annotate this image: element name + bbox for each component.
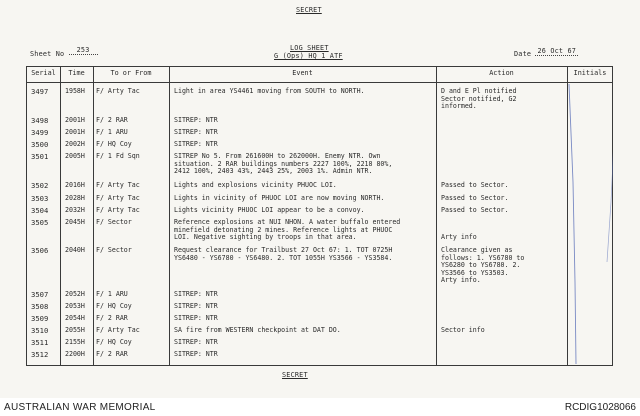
row-event: Light in area YS4461 moving from SOUTH to NORTH. bbox=[174, 87, 365, 95]
row-action: Clearance given as follows: 1. YS6780 to YS6280 to YS6780. 2. YS3566 to YS3503. Arty info. bbox=[441, 246, 525, 285]
row-action: Passed to Sector. bbox=[441, 194, 509, 202]
row-time: 2001H bbox=[65, 116, 85, 124]
row-time: 2002H bbox=[65, 140, 85, 148]
date-value: 26 Oct 67 bbox=[537, 47, 577, 55]
date-field bbox=[514, 47, 578, 58]
row-action: Passed to Sector. bbox=[441, 206, 509, 214]
row-action: D and E Pl notified Sector notified, G2 informed. bbox=[441, 87, 517, 111]
row-from: F/ 2 RAR bbox=[96, 314, 128, 322]
row-event: SITREP: NTR bbox=[174, 302, 218, 310]
row-serial: 3504 bbox=[31, 206, 49, 215]
row-event: SITREP: NTR bbox=[174, 338, 218, 346]
row-time: 2045H bbox=[65, 218, 85, 226]
archive-reference: RCDIG1028066 bbox=[564, 402, 636, 413]
row-time: 2200H bbox=[65, 350, 85, 358]
row-event: SITREP: NTR bbox=[174, 116, 218, 124]
row-event: SITREP: NTR bbox=[174, 314, 218, 322]
sheet-number-label bbox=[30, 46, 98, 58]
row-serial: 3498 bbox=[31, 116, 49, 125]
col-header-action: Action bbox=[489, 69, 514, 77]
classification-bottom: SECRET bbox=[282, 371, 308, 379]
row-serial: 3501 bbox=[31, 152, 49, 161]
col-header-serial: Serial bbox=[31, 69, 56, 77]
pencil-line-icon bbox=[607, 112, 613, 262]
sheet-number: 253 bbox=[69, 46, 98, 55]
row-time: 2052H bbox=[65, 290, 85, 298]
row-event: SITREP: NTR bbox=[174, 350, 218, 358]
log-subtitle: G (Ops) HQ 1 ATF bbox=[274, 52, 343, 60]
log-table bbox=[26, 66, 613, 366]
row-time: 2032H bbox=[65, 206, 85, 214]
row-time: 2054H bbox=[65, 314, 85, 322]
row-from: F/ Arty Tac bbox=[96, 194, 140, 202]
row-action: Passed to Sector. bbox=[441, 181, 509, 189]
col-header-initials: Initials bbox=[573, 69, 607, 77]
row-serial: 3502 bbox=[31, 181, 49, 190]
row-event: SITREP: NTR bbox=[174, 128, 218, 136]
row-from: F/ Arty Tac bbox=[96, 181, 140, 189]
row-from: F/ 2 RAR bbox=[96, 350, 128, 358]
row-serial: 3510 bbox=[31, 326, 49, 335]
row-from: F/ 1 Fd Sqn bbox=[96, 152, 140, 160]
pencil-annotations bbox=[567, 82, 613, 366]
row-from: F/ Arty Tac bbox=[96, 206, 140, 214]
row-serial: 3506 bbox=[31, 246, 49, 255]
row-serial: 3503 bbox=[31, 194, 49, 203]
classification-top: SECRET bbox=[296, 6, 322, 14]
row-serial: 3509 bbox=[31, 314, 49, 323]
row-event: SITREP: NTR bbox=[174, 290, 218, 298]
row-serial: 3511 bbox=[31, 338, 49, 347]
log-title: LOG SHEET bbox=[290, 44, 329, 52]
row-time: 2040H bbox=[65, 246, 85, 254]
sheet-label: Sheet No bbox=[30, 50, 65, 58]
row-event: Request clearance for Trailbust 27 Oct 67: 1. TOT 0725H YS6480 - YS6780 - YS6480. 2. TOT 1055H YS3566 - YS3584. bbox=[174, 246, 393, 262]
row-time: 1958H bbox=[65, 87, 85, 95]
row-action: Arty info bbox=[441, 233, 477, 242]
row-event: Lights and explosions vicinity PHUOC LOI. bbox=[174, 181, 337, 189]
col-header-time: Time bbox=[68, 69, 85, 77]
col-header-event: Event bbox=[292, 69, 313, 77]
row-from: F/ Sector bbox=[96, 246, 132, 254]
date-label: Date bbox=[514, 50, 532, 58]
row-from: F/ 1 ARU bbox=[96, 290, 128, 298]
row-time: 2155H bbox=[65, 338, 85, 346]
row-time: 2028H bbox=[65, 194, 85, 202]
col-header-to-or-from: To or From bbox=[110, 69, 152, 77]
row-time: 2055H bbox=[65, 326, 85, 334]
row-serial: 3507 bbox=[31, 290, 49, 299]
row-serial: 3508 bbox=[31, 302, 49, 311]
row-time: 2016H bbox=[65, 181, 85, 189]
row-from: F/ 2 RAR bbox=[96, 116, 128, 124]
row-from: F/ Arty Tac bbox=[96, 87, 140, 95]
row-event: SA fire from WESTERN checkpoint at DAT DO. bbox=[174, 326, 341, 334]
row-from: F/ HQ Coy bbox=[96, 338, 132, 346]
row-time: 2001H bbox=[65, 128, 85, 136]
row-serial: 3500 bbox=[31, 140, 49, 149]
row-time: 2005H bbox=[65, 152, 85, 160]
row-time: 2053H bbox=[65, 302, 85, 310]
row-serial: 3499 bbox=[31, 128, 49, 137]
row-event: Lights vicinity PHUOC LOI appear to be a convoy. bbox=[174, 206, 365, 214]
row-serial: 3505 bbox=[31, 218, 49, 227]
pencil-line-icon bbox=[569, 84, 576, 364]
row-action: Sector info bbox=[441, 326, 485, 334]
archive-name: AUSTRALIAN WAR MEMORIAL bbox=[4, 402, 156, 413]
row-event: SITREP: NTR bbox=[174, 140, 218, 148]
row-from: F/ HQ Coy bbox=[96, 140, 132, 148]
row-from: F/ HQ Coy bbox=[96, 302, 132, 310]
row-event: Reference explosions at NUI NHON. A water buffalo entered minefield detonating 2 mines. Reference lights at PHUOC LOI. Negative sighting by troops in that area. bbox=[174, 218, 401, 242]
row-event: SITREP No 5. From 261600H to 262000H. Enemy NTR. Own situation. 2 RAR buildings numbers 2227 100%, 2218 80%, 2412 100%, 2403 43%, 2443 25%, 2003 1%. Admin NTR. bbox=[174, 152, 393, 176]
row-from: F/ Sector bbox=[96, 218, 132, 226]
row-from: F/ Arty Tac bbox=[96, 326, 140, 334]
row-serial: 3497 bbox=[31, 87, 49, 96]
row-serial: 3512 bbox=[31, 350, 49, 359]
row-event: Lights in vicinity of PHUOC LOI are now moving NORTH. bbox=[174, 194, 385, 202]
row-from: F/ 1 ARU bbox=[96, 128, 128, 136]
